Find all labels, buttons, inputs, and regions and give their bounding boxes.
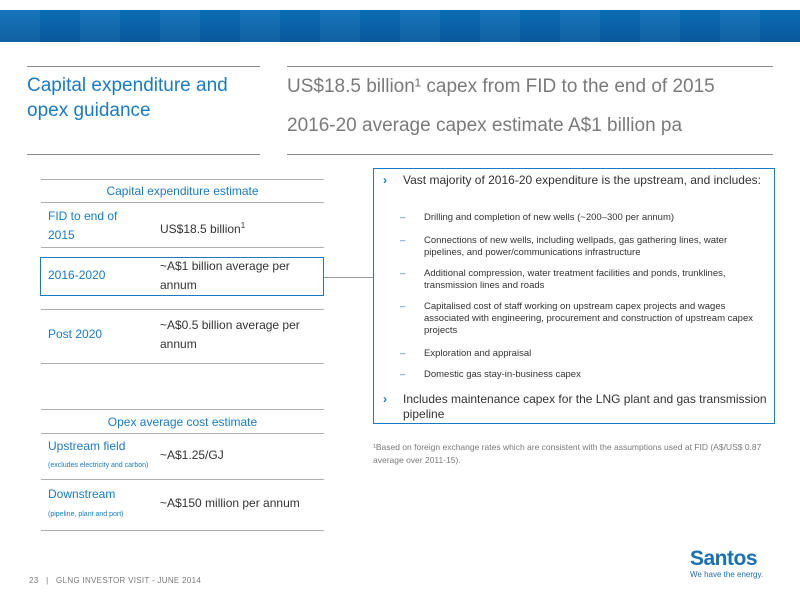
callout-box [373, 168, 775, 424]
opex-row-label: Downstream [48, 487, 116, 501]
opex-row-value: ~A$150 million per annum [160, 496, 300, 510]
footer [29, 576, 201, 585]
footnote-marker: 1 [240, 221, 246, 230]
footer-text: GLNG INVESTOR VISIT - JUNE 2014 [56, 576, 202, 585]
dash-icon: – [400, 212, 406, 223]
opex-table-top-rule [41, 409, 324, 410]
opex-row-label: Upstream field [48, 439, 126, 453]
chevron-right-icon: › [383, 392, 387, 406]
capex-table-bottom-rule [41, 363, 324, 364]
capex-row-rule [41, 309, 324, 310]
opex-table-bottom-rule [41, 530, 324, 531]
footnote: ¹Based on foreign exchange rates which are consistent with the assumptions used at FID (A$/US$ 0.87 average over 2011-15). [373, 442, 762, 465]
capex-table-top-rule [41, 179, 324, 180]
opex-row-rule [41, 479, 324, 480]
headline-average: 2016-20 average capex estimate A$1 billion pa [287, 115, 683, 136]
headline-capex: US$18.5 billion¹ capex from FID to the end of 2015 [287, 76, 715, 97]
capex-row-value: US$18.5 billion$^1$ [160, 221, 246, 236]
opex-row-value: ~A$1.25/GJ [160, 448, 224, 462]
chevron-right-icon: › [383, 173, 387, 187]
dash-icon: – [400, 348, 406, 359]
logo-name: Santos [690, 547, 758, 570]
dash-icon: – [400, 235, 406, 246]
capex-row-value: ~A$0.5 billion average per annum [160, 318, 300, 351]
headline-top-rule [287, 66, 773, 67]
capex-table-header-rule [41, 202, 324, 203]
dash-icon: – [400, 369, 406, 380]
capex-row-period: Post 2020 [48, 327, 103, 341]
capex-row-period: FID to end of 2015 [48, 209, 118, 242]
opex-row-note: (pipeline, plant and port) [48, 511, 124, 518]
dash-icon: – [400, 268, 406, 279]
santos-logo [690, 548, 780, 580]
headline-bottom-rule [287, 154, 773, 155]
opex-table-header: Opex average cost estimate [107, 415, 258, 429]
callout-connector [324, 277, 373, 278]
logo-tagline: We have the energy. [690, 570, 764, 579]
opex-row-note: (excludes electricity and carbon) [48, 462, 149, 469]
header-banner [0, 0, 800, 42]
title-top-rule [27, 66, 260, 67]
page-number: 23 [29, 576, 39, 585]
page-title: Capital expenditure and opex guidance [27, 75, 228, 121]
dash-icon: – [400, 301, 406, 312]
capex-row-value: ~A$1 billion average per annum [160, 259, 290, 292]
opex-table-header-rule [41, 433, 324, 434]
capex-row-period: 2016-2020 [48, 268, 106, 282]
capex-row-rule [41, 247, 324, 248]
capex-table-header: Capital expenditure estimate [106, 184, 259, 198]
title-bottom-rule [27, 154, 260, 155]
footer-separator: | [46, 576, 49, 585]
